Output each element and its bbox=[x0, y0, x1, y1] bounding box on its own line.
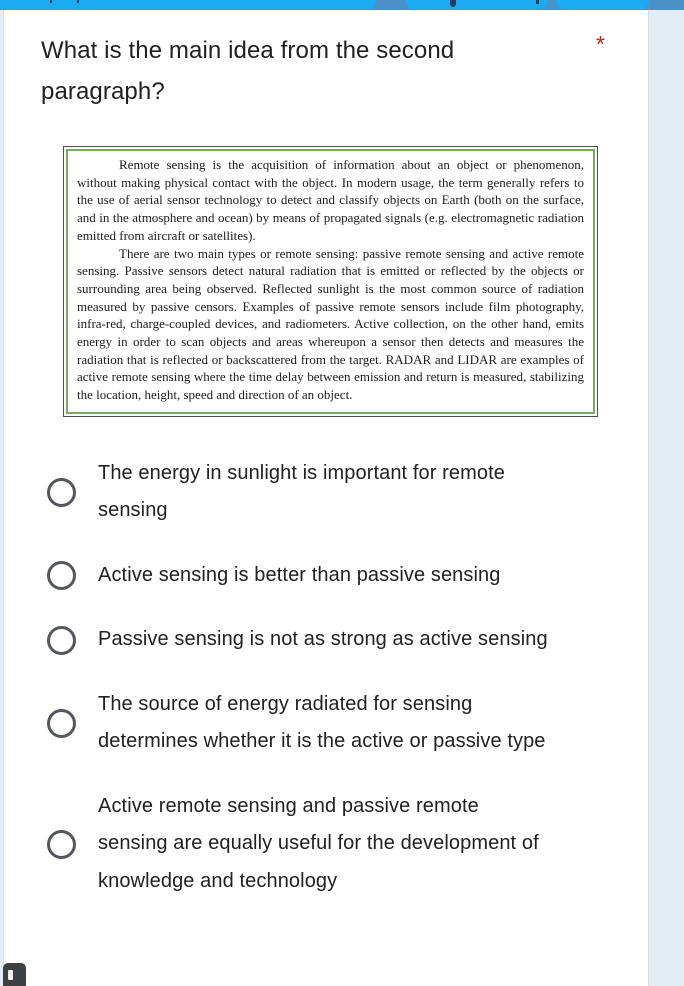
required-asterisk: * bbox=[596, 31, 605, 57]
tab-text-fragment bbox=[77, 0, 79, 3]
handle-mark-icon bbox=[8, 970, 13, 980]
radio-button-5[interactable] bbox=[47, 830, 76, 859]
option-row-4[interactable] bbox=[47, 686, 648, 761]
passage-image-inner bbox=[66, 149, 595, 414]
option-label-5[interactable]: Active remote sensing and passive remote sensing are equally useful for the development of knowledge and technology bbox=[98, 794, 539, 892]
passage-paragraph-2: There are two main types or remote sensing: passive remote sensing and active remote sensing. Passive sensors detect natural radiation that is emitted or reflected by the objects or surrounding area being observed. Reflected sunlight is the most common source of radiation measured by passive censors. Examples of passive remote sensors include film photography, infra-red, charge-coupled devices, and radiometers. Active collection, on the other hand, emits energy in order to scan objects and areas whereupon a sensor then detects and measures the radiation that is reflected or backscattered from the target. RADAR and LIDAR are examples of active remote sensing where the time delay between emission and return is measured, stabilizing the location, height, speed and direction of an object. bbox=[77, 245, 584, 403]
radio-button-4[interactable] bbox=[47, 709, 76, 738]
option-row-5[interactable] bbox=[47, 788, 648, 901]
question-card bbox=[3, 10, 649, 986]
option-label-2[interactable]: Active sensing is better than passive sensing bbox=[98, 563, 501, 586]
tab-text-fragment bbox=[450, 0, 456, 7]
option-label-3[interactable]: Passive sensing is not as strong as active sensing bbox=[98, 628, 548, 651]
top-browser-strip bbox=[0, 0, 684, 10]
options-list bbox=[47, 455, 648, 901]
tab-text-fragment bbox=[50, 0, 52, 3]
passage-image bbox=[63, 146, 598, 417]
passage-paragraph-1: Remote sensing is the acquisition of information about an object or phenomenon, without making physical contact with the object. In modern usage, the term generally refers to the use of aerial sensor technology to detect and classify objects on Earth (both on the surface, and in the atmosphere and ocean) by means of propagated signals (e.g. electromagnetic radiation emitted from aircraft or satellites). bbox=[77, 157, 584, 243]
browser-tab-fragment bbox=[0, 0, 376, 10]
bottom-left-handle[interactable] bbox=[3, 963, 26, 986]
option-row-3[interactable] bbox=[47, 621, 648, 659]
option-row-1[interactable] bbox=[47, 455, 648, 530]
question-header bbox=[41, 30, 641, 112]
option-label-1[interactable]: The energy in sunlight is important for remote sensing bbox=[98, 461, 506, 522]
question-title: What is the main idea from the second paragraph? bbox=[41, 37, 455, 105]
option-row-2[interactable] bbox=[47, 557, 648, 595]
radio-button-1[interactable] bbox=[47, 478, 76, 507]
browser-tab-fragment bbox=[556, 0, 649, 10]
radio-button-2[interactable] bbox=[47, 561, 76, 590]
page-background-gutter bbox=[650, 10, 684, 986]
option-label-4[interactable]: The source of energy radiated for sensing determines whether it is the active or passive type bbox=[98, 692, 546, 753]
browser-tab-fragment bbox=[406, 0, 548, 10]
tab-text-fragment bbox=[536, 0, 539, 4]
radio-button-3[interactable] bbox=[47, 626, 76, 655]
